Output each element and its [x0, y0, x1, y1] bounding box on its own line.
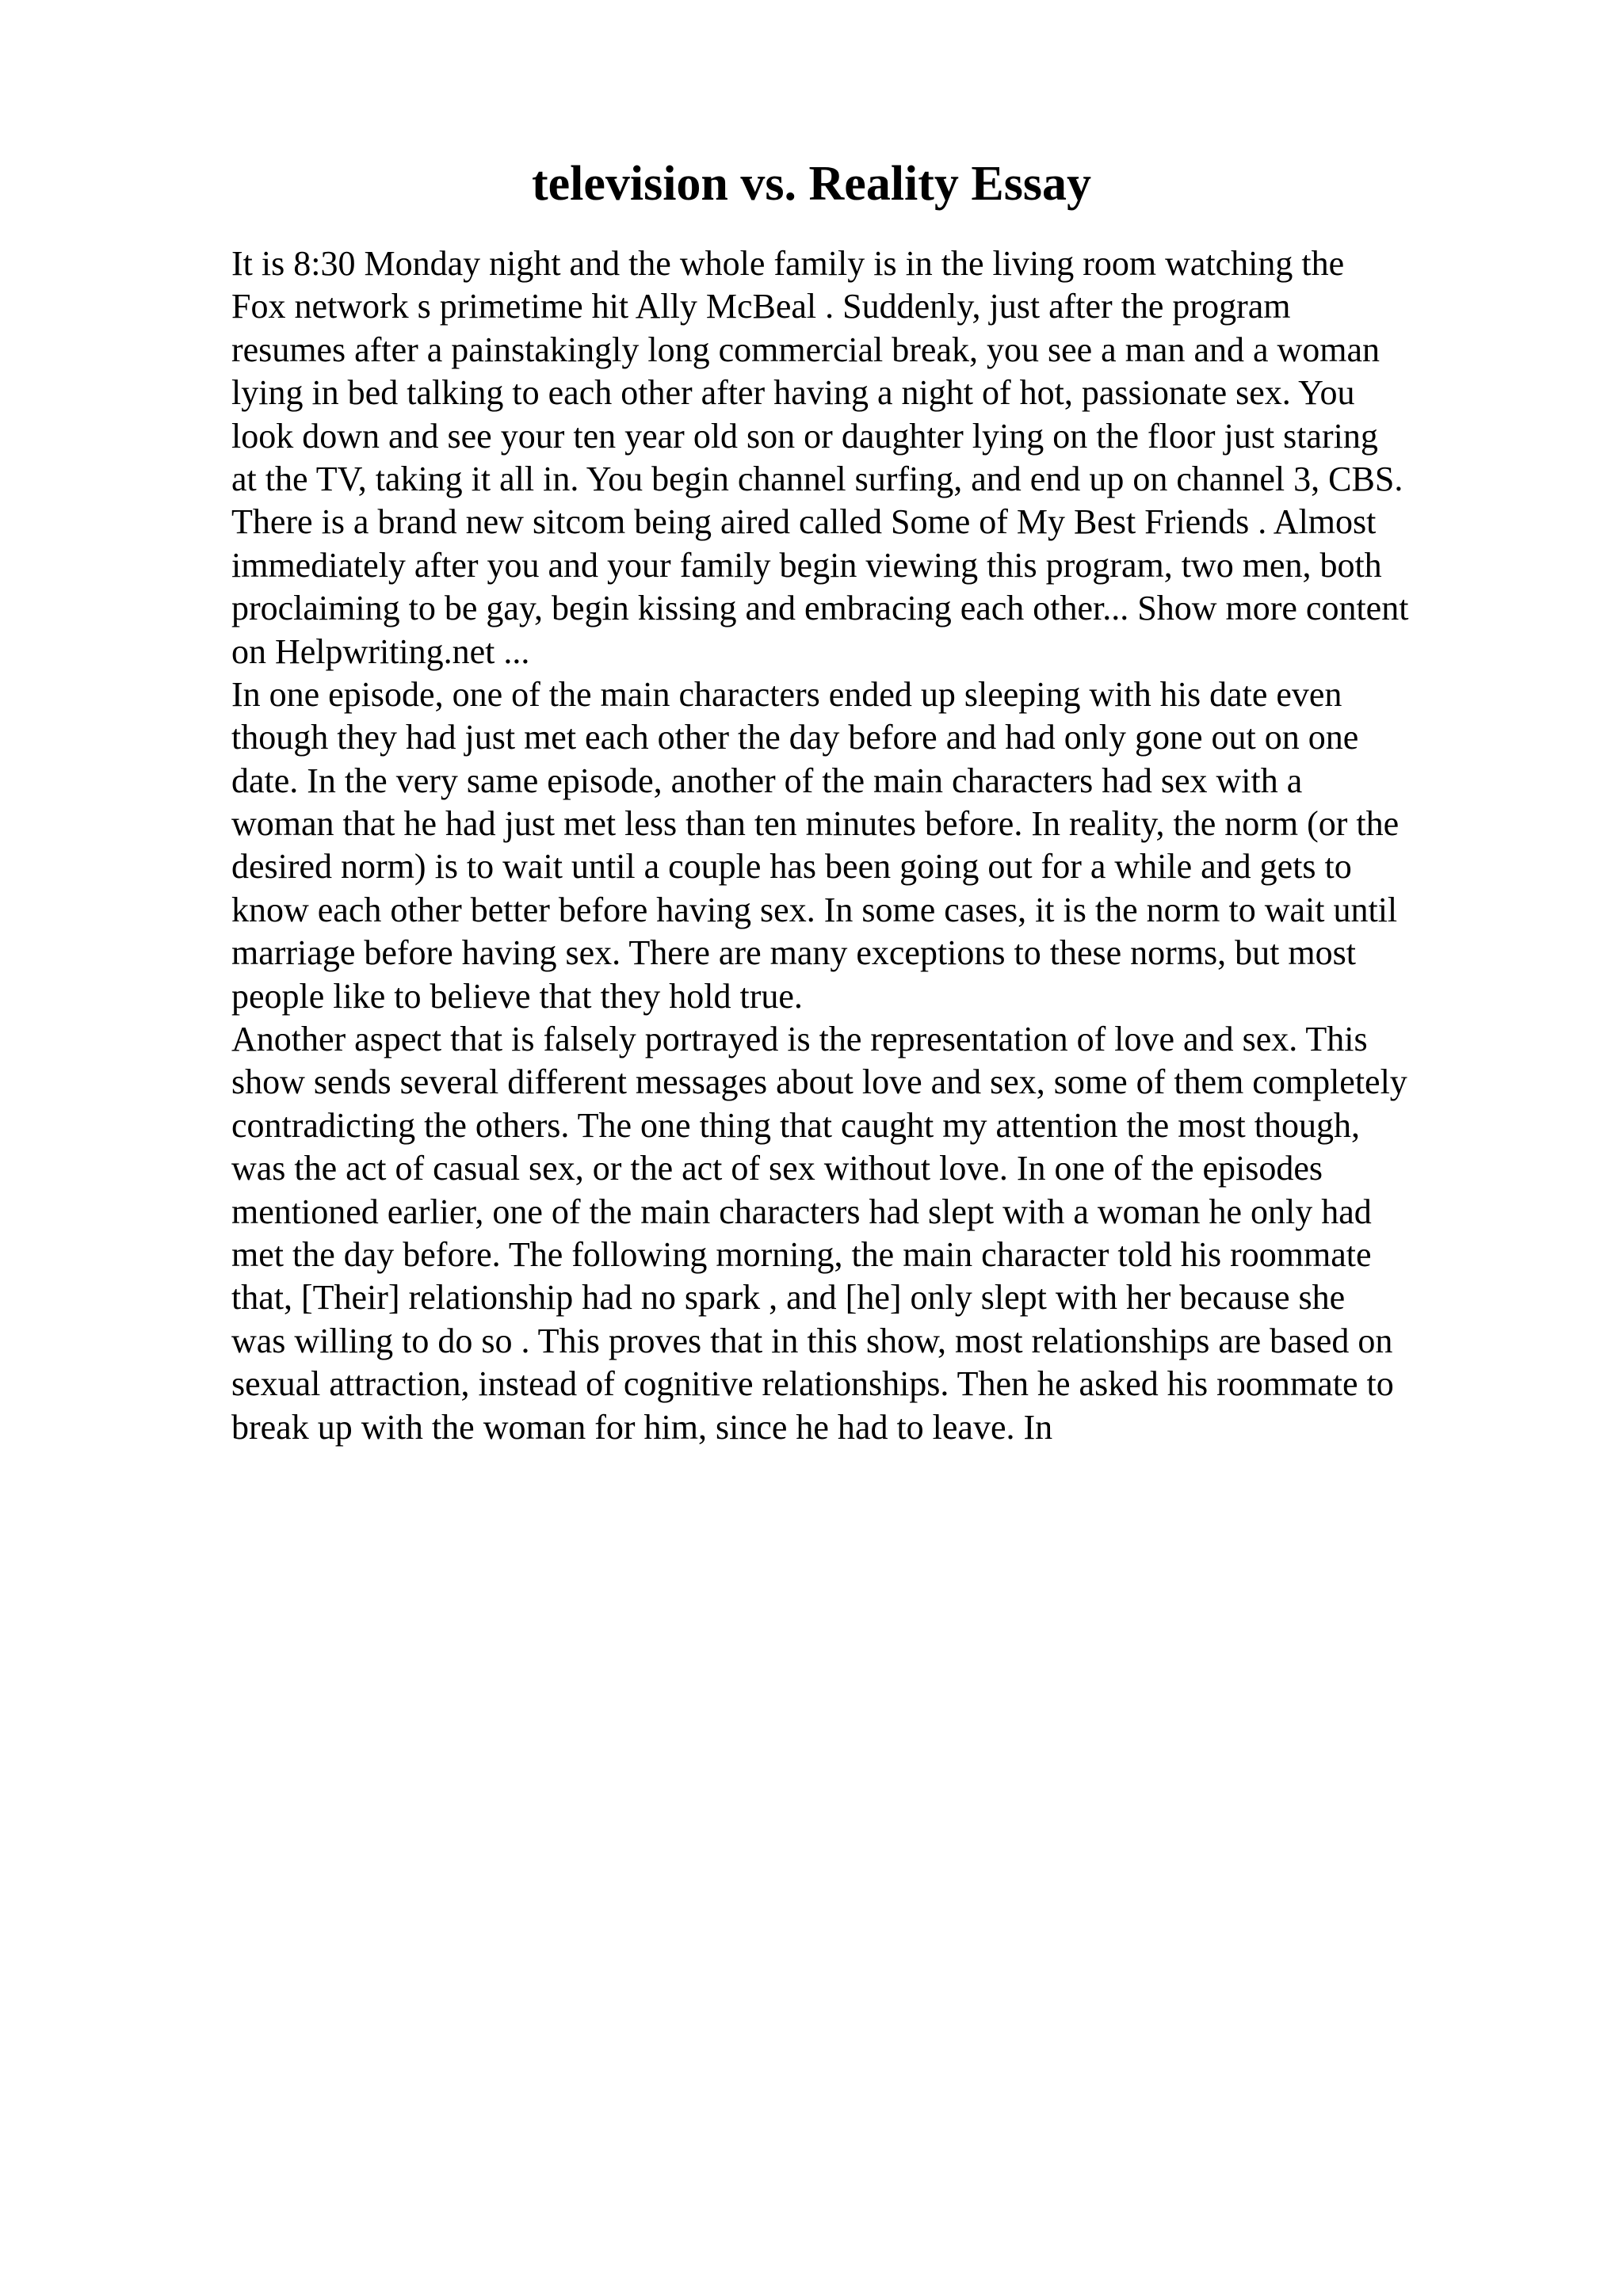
- body-line: mentioned earlier, one of the main characters had slept with a woman he only had: [231, 1192, 1372, 1231]
- body-line: desired norm) is to wait until a couple has been going out for a while and gets to: [231, 847, 1352, 887]
- body-line: There is a brand new sitcom being aired called Some of My Best Friends . Almost: [231, 502, 1377, 542]
- body-line: woman that he had just met less than ten minutes before. In reality, the norm (or the: [231, 804, 1400, 844]
- body-line: sexual attraction, instead of cognitive relationships. Then he asked his roommate to: [231, 1364, 1394, 1404]
- body-line: immediately after you and your family begin viewing this program, two men, both: [231, 545, 1382, 585]
- body-line: lying in bed talking to each other after having a night of hot, passionate sex. You: [231, 373, 1355, 413]
- body-line: contradicting the others. The one thing that caught my attention the most though,: [231, 1105, 1361, 1145]
- body-line: know each other better before having sex. In some cases, it is the norm to wait until: [231, 890, 1398, 929]
- body-line: proclaiming to be gay, begin kissing and embracing each other... Show more content: [231, 589, 1409, 628]
- body-line: met the day before. The following morning, the main character told his roommate: [231, 1234, 1372, 1274]
- body-line: though they had just met each other the day before and had only gone out on one: [231, 718, 1359, 757]
- body-line: people like to believe that they hold true.: [231, 976, 803, 1016]
- body-line: show sends several different messages about love and sex, some of them completely: [231, 1062, 1407, 1102]
- body-line: look down and see your ten year old son or daughter lying on the floor just staring: [231, 416, 1378, 456]
- document-title: television vs. Reality Essay: [531, 157, 1092, 211]
- body-line: Another aspect that is falsely portrayed is the representation of love and sex. This: [231, 1020, 1368, 1059]
- document-body: [231, 242, 1499, 1449]
- body-line: was willing to do so . This proves that in this show, most relationships are based on: [231, 1321, 1393, 1360]
- body-line: It is 8:30 Monday night and the whole family is in the living room watching the: [231, 244, 1345, 283]
- body-line: resumes after a painstakingly long commercial break, you see a man and a woman: [231, 330, 1381, 369]
- body-line: that, [Their] relationship had no spark , and [he] only slept with her because she: [231, 1278, 1346, 1318]
- body-line: Fox network s primetime hit Ally McBeal . Suddenly, just after the program: [231, 287, 1291, 326]
- body-line: marriage before having sex. There are many exceptions to these norms, but most: [231, 933, 1356, 973]
- body-line: on Helpwriting.net ...: [231, 631, 530, 671]
- body-line: was the act of casual sex, or the act of sex without love. In one of the episodes: [231, 1149, 1323, 1188]
- body-line: In one episode, one of the main characters ended up sleeping with his date even: [231, 674, 1342, 714]
- body-line: break up with the woman for him, since he had to leave. In: [231, 1407, 1053, 1447]
- body-line: date. In the very same episode, another of the main characters had sex with a: [231, 761, 1303, 800]
- body-line: at the TV, taking it all in. You begin channel surfing, and end up on channel 3, CBS.: [231, 459, 1403, 498]
